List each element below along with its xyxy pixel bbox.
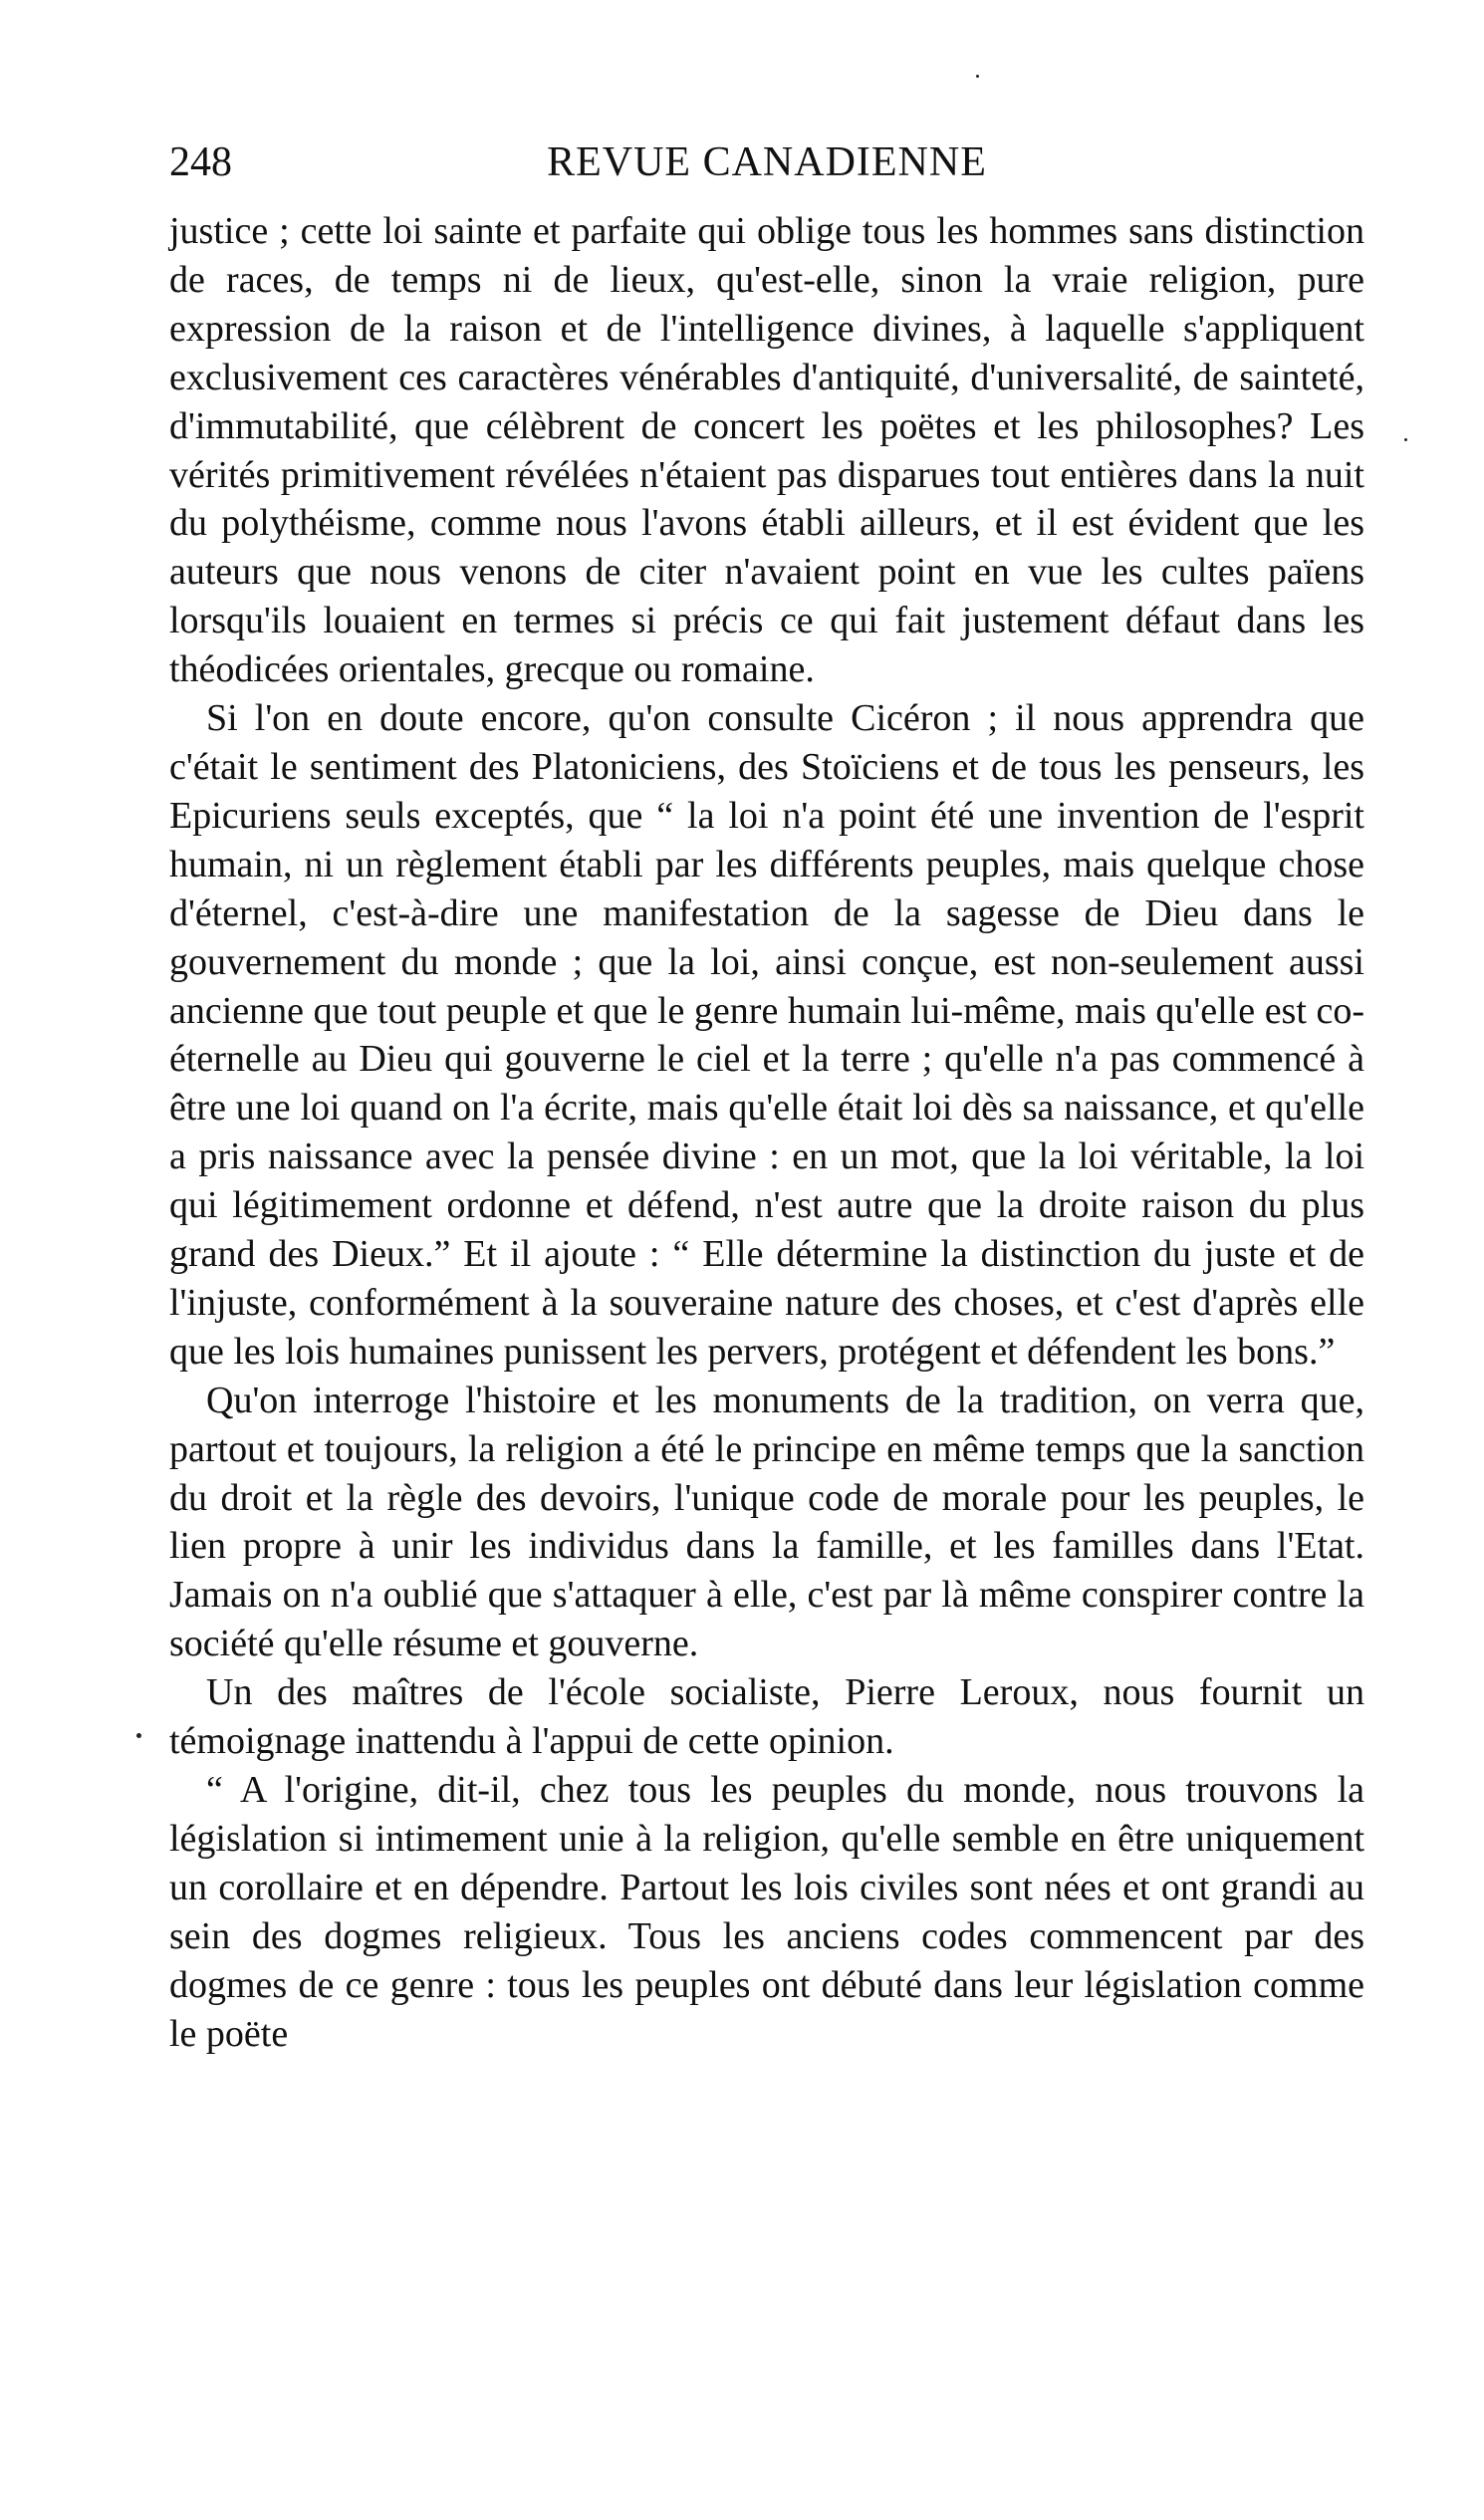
book-page — [169, 129, 1364, 2058]
page-header — [169, 129, 1364, 189]
body-text — [169, 207, 1364, 2058]
paragraph-5: “ A l'origine, dit-il, chez tous les peuples du monde, nous trouvons la législation si intimement unie à la religion, qu'elle semble en être uniquement un corollaire et en dépendre. Partout les lois civiles sont nées et ont grandi au sein des dogmes religieux. Tous les anciens codes commencent par des dogmes de ce genre : tous les peuples ont débuté dans leur législation comme le poëte — [169, 1769, 1364, 2055]
paragraph-2: Si l'on en doute encore, qu'on consulte Cicéron ; il nous apprendra que c'était le sentiment des Platoniciens, des Stoïciens et de tous les penseurs, les Epicuriens seuls exceptés, que “ la loi n'a point été une invention de l'esprit humain, ni un règlement établi par les différents peuples, mais quelque chose d'éternel, c'est-à-dire une manifestation de la sagesse de Dieu dans le gouvernement du monde ; que la loi, ainsi conçue, est non-seulement aussi ancienne que tout peuple et que le genre humain lui-même, mais qu'elle est co-éternelle au Dieu qui gouverne le ciel et la terre ; qu'elle n'a pas commencé à être une loi quand on l'a écrite, mais qu'elle était loi dès sa naissance, et qu'elle a pris naissance avec la pensée divine : en un mot, que la loi véritable, la loi qui légitimement ordonne et défend, n'est autre que la droite raison du plus grand des Dieux.” Et il ajoute : “ Elle détermine la distinction du juste et de l'injuste, conformément à la souveraine nature des choses, et c'est d'après elle que les lois humaines punissent les pervers, protégent et défendent les bons.” — [169, 697, 1364, 1373]
page-number: 248 — [169, 139, 232, 185]
paragraph-1: justice ; cette loi sainte et parfaite qui oblige tous les hommes sans distinction de races, de temps ni de lieux, qu'est-elle, sinon la vraie religion, pure expression de la raison et de l'intelligence divines, à laquelle s'appliquent exclusivement ces caractères vénérables d'antiquité, d'universalité, de sainteté, d'immutabilité, que célèbrent de concert les poëtes et les philosophes? Les vérités primitivement révélées n'étaient pas disparues tout entières dans la nuit du polythéisme, comme nous l'avons établi ailleurs, et il est évident que les auteurs que nous venons de citer n'avaient point en vue les cultes païens lorsqu'ils louaient en termes si précis ce qui fait justement défaut dans les théodicées orientales, grecque ou romaine. — [169, 210, 1364, 691]
paragraph-4: Un des maîtres de l'école socialiste, Pierre Leroux, nous fournit un témoignage inattendu à l'appui de cette opinion. — [169, 1671, 1364, 1763]
scan-speck — [136, 1733, 141, 1738]
scan-speck — [1404, 438, 1407, 441]
paragraph-3: Qu'on interroge l'histoire et les monuments de la tradition, on verra que, partout et toujours, la religion a été le principe en même temps que la sanction du droit et la règle des devoirs, l'unique code de morale pour les peuples, le lien propre à unir les individus dans la famille, et les familles dans l'Etat. Jamais on n'a oublié que s'attaquer à elle, c'est par là même conspirer contre la société qu'elle résume et gouverne. — [169, 1379, 1364, 1665]
scan-speck — [976, 75, 979, 78]
running-head: REVUE CANADIENNE — [547, 139, 987, 185]
